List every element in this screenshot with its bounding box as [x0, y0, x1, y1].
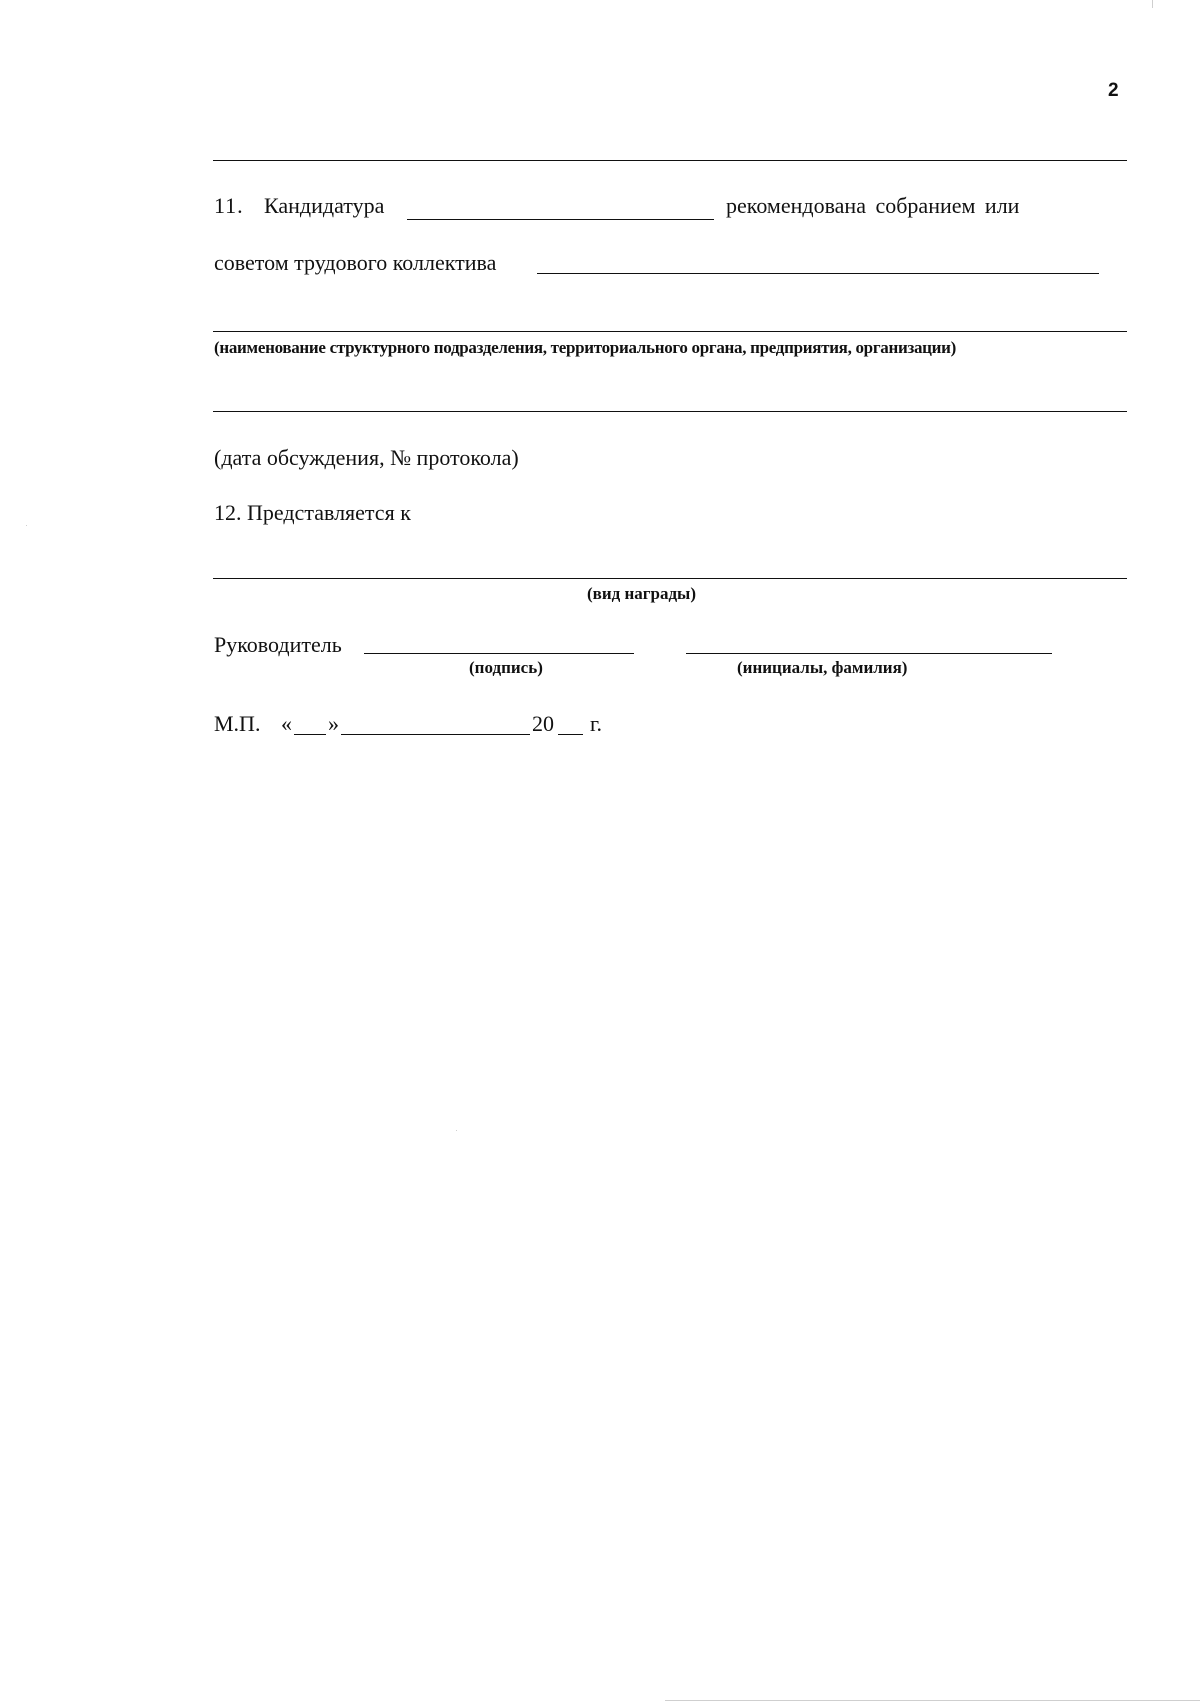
- page-number: 2: [1108, 80, 1119, 101]
- name-blank[interactable]: [686, 653, 1052, 654]
- month-blank[interactable]: [341, 734, 530, 735]
- open-quote: «: [281, 711, 292, 736]
- org-rule[interactable]: [213, 331, 1127, 332]
- scan-mark-middle: [456, 1130, 457, 1131]
- signature-caption: (подпись): [469, 658, 543, 677]
- scan-mark-top-right: [1152, 0, 1153, 8]
- recommended-text: рекомендована собранием или: [726, 193, 1020, 218]
- item-12-text: 12. Представляется к: [214, 500, 411, 525]
- day-blank[interactable]: [294, 734, 326, 735]
- scan-mark-bottom-rule: [665, 1700, 1200, 1701]
- candidate-label: Кандидатура: [264, 193, 385, 218]
- top-rule: [213, 160, 1127, 161]
- scan-mark-left: [26, 525, 27, 526]
- award-rule[interactable]: [213, 578, 1127, 579]
- council-blank[interactable]: [537, 273, 1099, 274]
- head-label: Руководитель: [214, 632, 342, 657]
- date-caption: (дата обсуждения, № протокола): [214, 445, 519, 470]
- year-blank[interactable]: [558, 734, 583, 735]
- council-text: советом трудового коллектива: [214, 250, 497, 275]
- award-caption: (вид награды): [587, 584, 696, 603]
- item-11-number: 11.: [214, 193, 244, 218]
- year-prefix: 20: [532, 711, 554, 736]
- candidate-blank[interactable]: [407, 219, 714, 220]
- mp-label: М.П.: [214, 711, 261, 736]
- date-rule[interactable]: [213, 411, 1127, 412]
- name-caption: (инициалы, фамилия): [737, 658, 908, 677]
- year-suffix: г.: [590, 711, 603, 736]
- signature-blank[interactable]: [364, 653, 634, 654]
- org-caption: (наименование структурного подразделения, территориального органа, предприятия, организации): [214, 338, 957, 357]
- close-quote: »: [328, 711, 339, 736]
